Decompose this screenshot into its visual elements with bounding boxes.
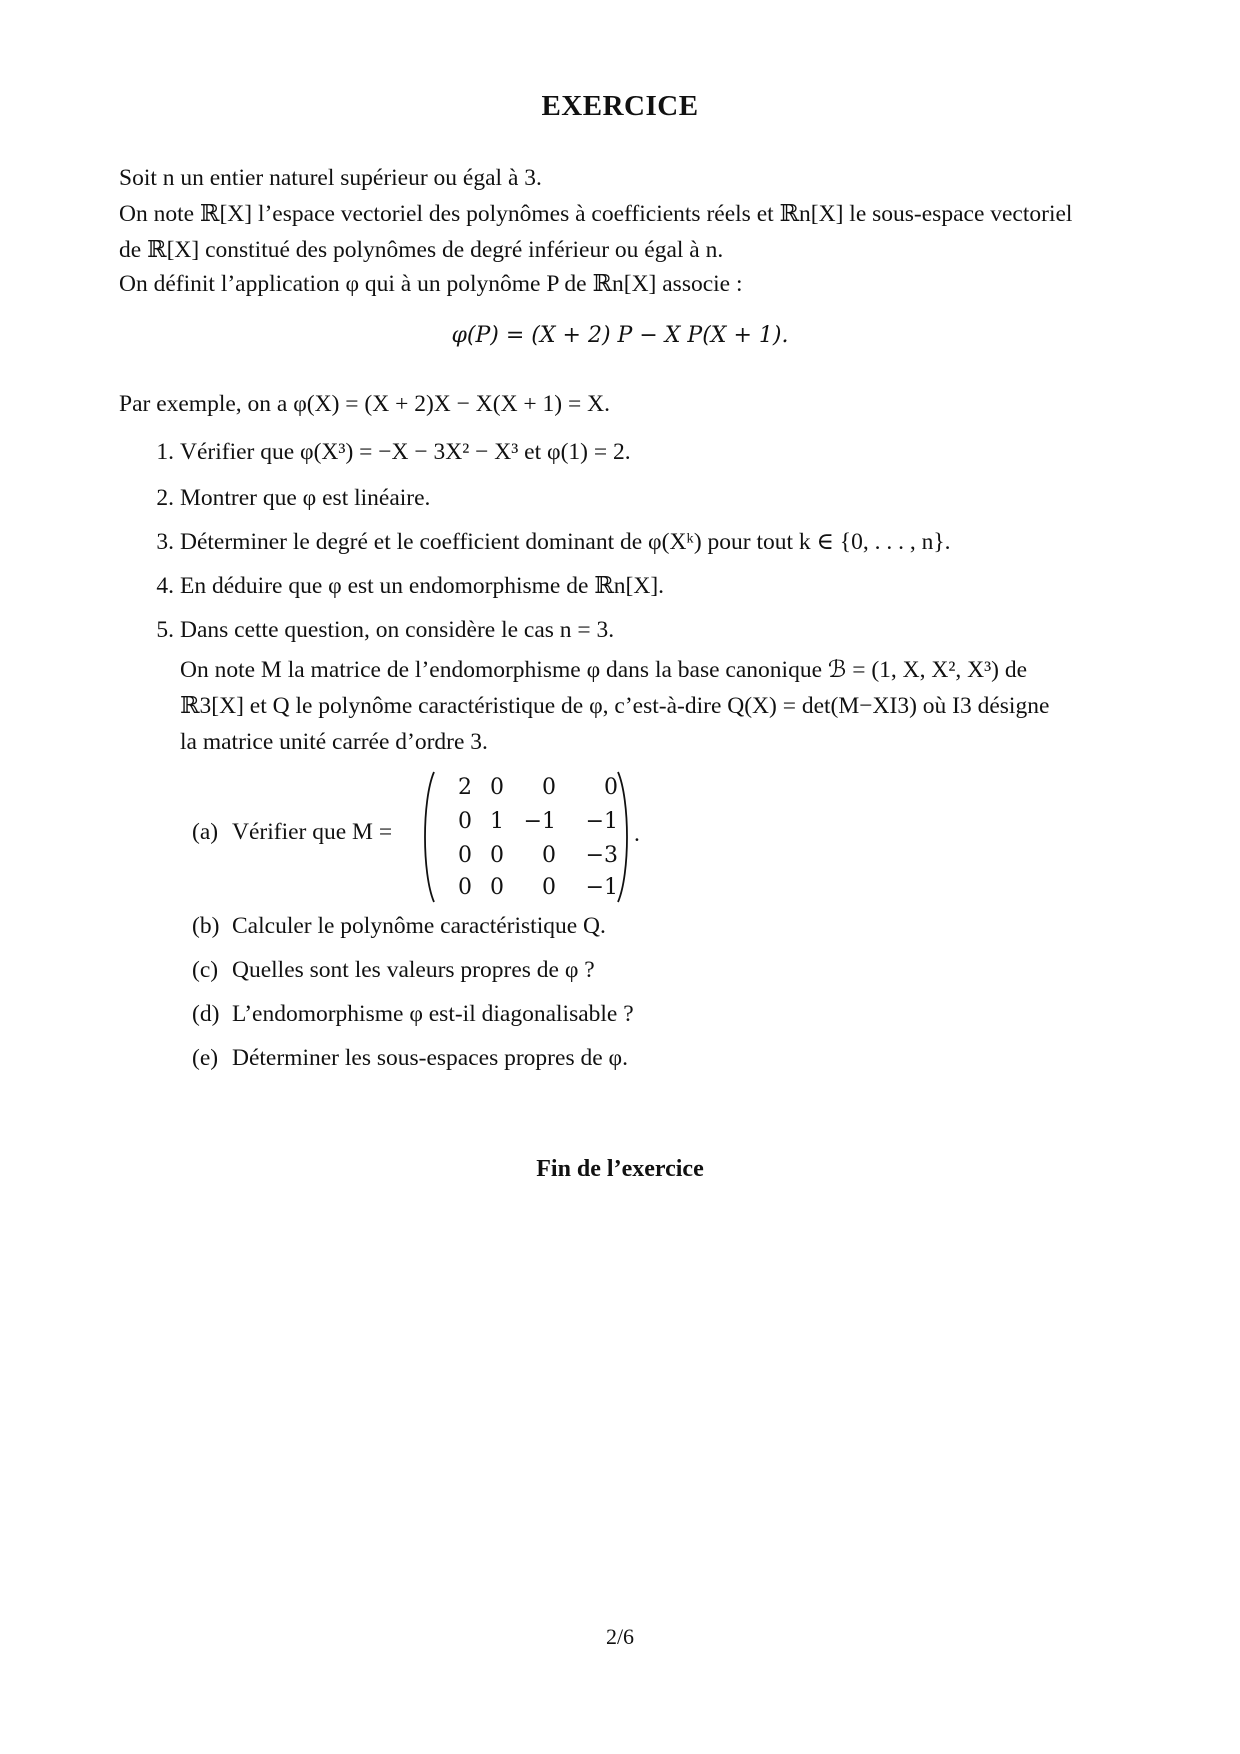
subquestion-text: Calculer le polynôme caractéristique Q. [232, 913, 606, 939]
definition-formula: φ(P) = (X + 2) P − X P(X + 1). [451, 323, 789, 348]
matrix-cell: 0 [542, 843, 556, 868]
intro-line-2: On note ℝ[X] l’espace vectoriel des polynômes à coefficients réels et ℝn[X] le sous-espace vectoriel [119, 201, 1073, 227]
matrix-cell: 0 [458, 843, 472, 868]
matrix-M [420, 770, 660, 904]
question-text: Déterminer le degré et le coefficient dominant de φ(Xᵏ) pour tout k ∈ {0, . . . , n}. [180, 529, 951, 555]
matrix-cell: 1 [490, 809, 504, 834]
subquestion-label: (d) [192, 1001, 220, 1027]
matrix-cell: 0 [542, 775, 556, 800]
matrix-cell: 0 [604, 775, 618, 800]
page-number: 2/6 [605, 1624, 635, 1649]
right-parenthesis [616, 770, 632, 904]
matrix-cell: 0 [490, 843, 504, 868]
subquestion-label: (e) [192, 1045, 219, 1071]
matrix-cell: 0 [490, 875, 504, 900]
matrix-cell: −1 [585, 875, 618, 900]
subquestion-label: (b) [192, 913, 220, 939]
question-number: 1. [156, 439, 174, 465]
question-number: 4. [156, 573, 174, 599]
subquestion-text: Quelles sont les valeurs propres de φ ? [232, 957, 595, 983]
matrix-cell: −1 [523, 809, 556, 834]
matrix-cell: 0 [458, 809, 472, 834]
matrix-period: . [634, 821, 640, 847]
question-number: 3. [156, 529, 174, 555]
subquestion-label: (c) [192, 957, 219, 983]
subquestion-text: Déterminer les sous-espaces propres de φ. [232, 1045, 628, 1071]
matrix-cell: −1 [585, 809, 618, 834]
example-line: Par exemple, on a φ(X) = (X + 2)X − X(X + 1) = X. [119, 391, 610, 417]
matrix-cell: 0 [490, 775, 504, 800]
end-of-exercise: Fin de l’exercice [536, 1156, 704, 1182]
intro-line-4: On définit l’application φ qui à un polynôme P de ℝn[X] associe : [119, 271, 743, 297]
subquestion-text: L’endomorphisme φ est-il diagonalisable ? [232, 1001, 634, 1027]
q5-context-line-1: On note M la matrice de l’endomorphisme φ dans la base canonique ℬ = (1, X, X², X³) de [180, 657, 1028, 683]
q5-context-line-2: ℝ3[X] et Q le polynôme caractéristique de φ, c’est-à-dire Q(X) = det(M−XI3) où I3 désigne [180, 693, 1050, 719]
intro-line-3: de ℝ[X] constitué des polynômes de degré inférieur ou égal à n. [119, 237, 724, 263]
subquestion-text: Vérifier que M = [232, 819, 393, 845]
matrix-cell: 0 [458, 875, 472, 900]
intro-line-1: Soit n un entier naturel supérieur ou égal à 3. [119, 165, 542, 191]
question-number: 2. [156, 485, 174, 511]
subquestion-label: (a) [192, 819, 219, 845]
question-text: Vérifier que φ(X³) = −X − 3X² − X³ et φ(1) = 2. [180, 439, 631, 465]
q5-context-line-3: la matrice unité carrée d’ordre 3. [180, 729, 488, 755]
matrix-cell: 2 [458, 775, 472, 800]
matrix-grid [438, 770, 628, 904]
matrix-cell: 0 [542, 875, 556, 900]
page-title: EXERCICE [541, 90, 699, 122]
question-text: Montrer que φ est linéaire. [180, 485, 431, 511]
question-text: En déduire que φ est un endomorphisme de ℝn[X]. [180, 573, 665, 599]
matrix-cell: −3 [585, 843, 618, 868]
question-text: Dans cette question, on considère le cas n = 3. [180, 617, 615, 643]
question-number: 5. [156, 617, 174, 643]
